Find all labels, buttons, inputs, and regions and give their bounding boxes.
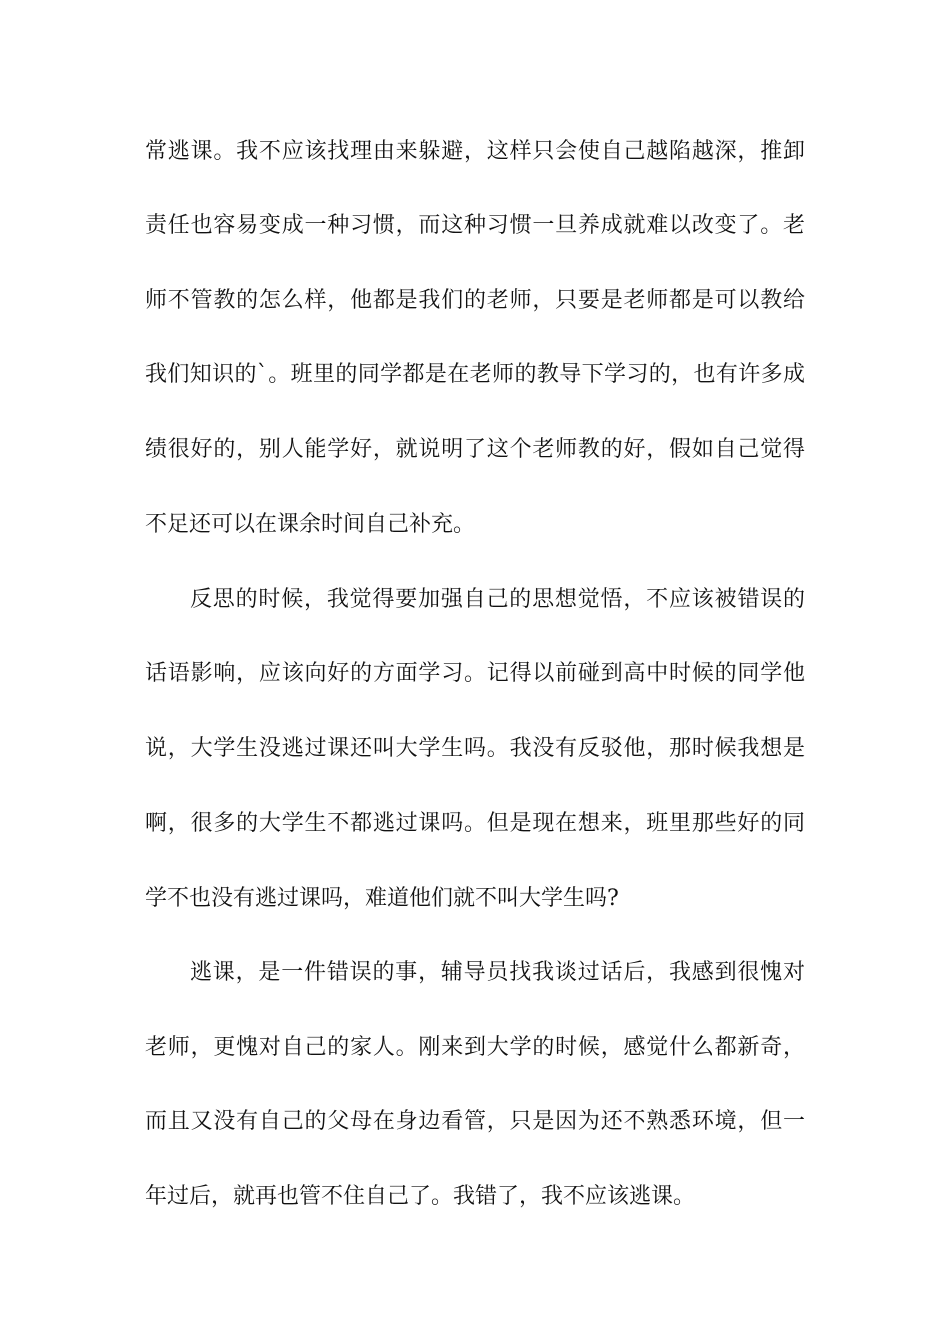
- text-line: 说，大学生没逃过课还叫大学生吗。我没有反驳他，那时候我想是: [145, 736, 805, 761]
- text-line: 我们知识的`。班里的同学都是在老师的教导下学习的，也有许多成: [145, 362, 805, 387]
- text-line: 常逃课。我不应该找理由来躲避，这样只会使自己越陷越深，推卸: [145, 139, 805, 164]
- paragraph-first-line: 反思的时候，我觉得要加强自己的思想觉悟，不应该被错误的: [190, 587, 805, 612]
- text-line: 绩很好的，别人能学好，就说明了这个老师教的好，假如自己觉得: [145, 437, 805, 462]
- text-line: 不足还可以在课余时间自己补充。: [145, 512, 476, 537]
- text-line: 话语影响，应该向好的方面学习。记得以前碰到高中时候的同学他: [145, 661, 805, 686]
- text-line: 学不也没有逃过课吗，难道他们就不叫大学生吗?: [145, 886, 619, 911]
- text-line: 啊，很多的大学生不都逃过课吗。但是现在想来，班里那些好的同: [145, 811, 805, 836]
- text-line: 责任也容易变成一种习惯，而这种习惯一旦养成就难以改变了。老: [145, 213, 805, 238]
- text-line: 年过后，就再也管不住自己了。我错了，我不应该逃课。: [145, 1184, 696, 1209]
- text-line: 而且又没有自己的父母在身边看管，只是因为还不熟悉环境，但一: [145, 1109, 805, 1134]
- text-line: 老师，更愧对自己的家人。刚来到大学的时候，感觉什么都新奇，: [145, 1035, 805, 1060]
- paragraph-first-line: 逃课，是一件错误的事，辅导员找我谈过话后，我感到很愧对: [190, 960, 805, 985]
- text-line: 师不管教的怎么样，他都是我们的老师，只要是老师都是可以教给: [145, 288, 805, 313]
